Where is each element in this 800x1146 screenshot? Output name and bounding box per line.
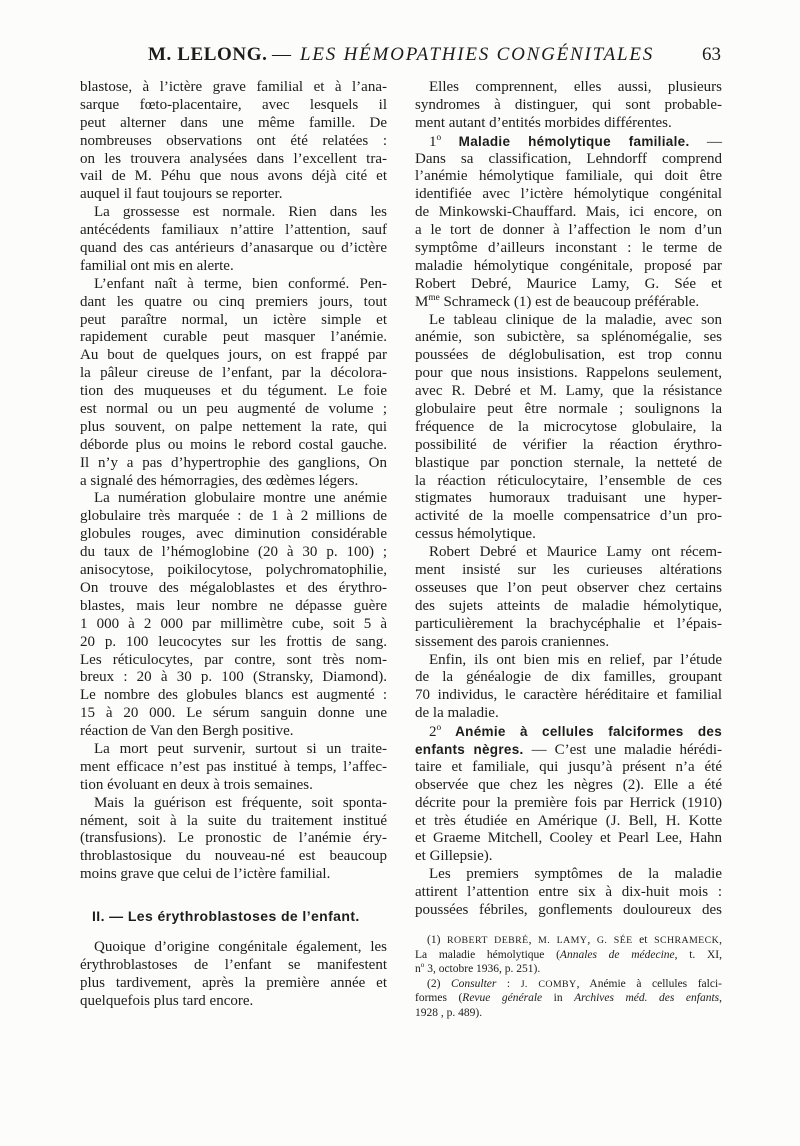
running-head-separator: —: [272, 44, 291, 65]
text-line: l’anémie hémolytique familiale, qui doit être: [415, 168, 722, 185]
text-run: , Anémie à cellules falci-: [576, 977, 722, 990]
superscript: o: [420, 961, 425, 970]
paragraph: [80, 490, 387, 740]
text-run: [441, 724, 455, 740]
paragraph: [415, 866, 722, 920]
text-line: Les réticulocytes, par contre, sont très nom-: [80, 651, 387, 668]
text-line: sarque fœto-placentaire, avec lesquels il: [80, 96, 387, 113]
small-caps-name: J. COMBY: [520, 978, 577, 990]
text-line: la pâleur cireuse de l’enfant, par la décolora-: [80, 365, 387, 382]
text-line: globulaire très marquée : de 1 à 2 millions de: [80, 508, 387, 525]
text-line: [415, 948, 722, 963]
text-line: 20 p. 100 leucocytes sur les frottis de sang.: [80, 633, 387, 650]
text-line: de Minkowski-Chauffard. Mais, ici encore, on: [415, 204, 722, 221]
text-line: tion évoluant en deux à trois semaines.: [80, 776, 313, 793]
text-run: , t. XI,: [674, 948, 722, 961]
text-line: Mais la guérison est fréquente, soit sponta-: [94, 794, 387, 811]
text-line: a le tort de donner à l’affection le nom d’un: [415, 222, 722, 239]
text-line: on les trouvera analysées dans l’excellent tra-: [80, 150, 387, 167]
paragraph: [80, 79, 387, 204]
text-line: Les premiers symptômes de la maladie: [429, 866, 722, 883]
text-line: Elles comprennent, elles aussi, plusieurs: [429, 79, 722, 95]
text-line: observée que chez les nègres (2). Elle a été: [415, 776, 722, 793]
paragraph: [415, 79, 722, 133]
text-line: [415, 741, 722, 759]
paragraph: [415, 133, 722, 312]
text-line: Robert Debré et Maurice Lamy ont récem-: [429, 544, 722, 561]
text-line: anisocytose, poikilocytose, polychromatophilie,: [80, 562, 387, 579]
text-line: peut paraître normal, un ictère simple et: [80, 311, 387, 328]
text-line: décrite pour la première fois par Herrick (1910): [415, 794, 722, 811]
small-caps-name: M. LAMY: [538, 935, 588, 946]
text-line: ment autant d’entités morbides différentes.: [415, 114, 672, 131]
small-caps-name: G. SÉE: [596, 935, 633, 946]
paragraph: [80, 204, 387, 276]
text-line: antécédents familiaux n’attire l’attention, sauf: [80, 222, 387, 239]
text-line: [415, 962, 722, 977]
text-run: M: [415, 293, 429, 310]
paragraph: [80, 741, 387, 795]
text-line: la réaction réticulocytaire, l’ensemble de ces: [415, 472, 722, 489]
text-run: 3, octobre 1936, p. 251).: [424, 963, 541, 976]
text-line: syndromes à distinguer, qui sont probable-: [415, 96, 722, 113]
text-line: Robert Debré, Maurice Lamy, G. Sée et: [415, 275, 722, 292]
text-run: Schrameck (1) est de beaucoup préférable.: [439, 293, 700, 310]
text-run: —: [689, 133, 723, 150]
left-column-continued: [80, 939, 387, 1011]
text-line: breux : 20 à 30 p. 100 (Stransky, Diamond).: [80, 669, 387, 686]
text-line: [415, 933, 722, 948]
text-line: throblastosique du nouveau-né est beaucoup: [80, 848, 387, 865]
text-run: n: [415, 963, 421, 976]
text-line: nombreuses observations ont été relatées :: [80, 132, 387, 149]
text-line: On trouve des mégaloblastes et des érythro-: [80, 579, 387, 596]
text-run: (1): [427, 934, 448, 946]
italic-text: Archives méd. des enfants: [574, 992, 720, 1005]
text-line: quelquefois plus tard encore.: [80, 992, 254, 1009]
text-line: (transfusions). Le pronostic de l’anémie éry-: [80, 830, 387, 847]
superscript: me: [428, 292, 440, 303]
text-line: osseuses que l’on peut observer chez certains: [415, 579, 722, 596]
footnote: [415, 977, 722, 1021]
text-run: — C’est une maladie hérédi-: [523, 741, 722, 758]
text-run: La maladie hémolytique (: [415, 948, 560, 961]
text-line: blastose, à l’ictère grave familial et à l’ana-: [80, 79, 387, 95]
text-line: [415, 723, 722, 741]
text-line: peut alterner dans une même famille. De: [80, 114, 387, 131]
text-run: :: [496, 977, 521, 990]
text-line: La numération globulaire montre une anémie: [94, 490, 387, 507]
small-caps-name: ROBERT DEBRÉ: [447, 935, 529, 946]
text-line: stigmates humoraux traduisant une hyper-: [415, 490, 722, 507]
text-line: 70 individus, le caractère héréditaire et familial: [415, 687, 722, 704]
superscript: o: [436, 132, 442, 143]
small-caps-name: SCHRAMECK: [654, 935, 720, 946]
text-run: 2: [429, 724, 437, 741]
text-line: L’enfant naît à terme, bien conformé. Pen-: [94, 275, 387, 292]
text-line: Le tableau clinique de la maladie, avec son: [429, 311, 722, 328]
text-line: tion des muqueuses et du tégument. Le foie: [80, 383, 387, 400]
text-line: fréquence de la microcytose globulaire, la: [415, 418, 722, 435]
text-line: [415, 133, 722, 151]
text-line: et Gillepsie).: [415, 848, 493, 865]
text-line: et Graeme Mitchell, Cooley et Pearl Lee, Hahn: [415, 830, 722, 847]
text-line: blastes, mais leur nombre ne dépasse guère: [80, 597, 387, 614]
text-line: sissement des parois craniennes.: [415, 633, 610, 650]
text-line: anémie, son subictère, sa splénomégalie, ses: [415, 329, 722, 346]
text-line: ment insisté sur les curieuses altérations: [415, 562, 722, 579]
subsection-heading: enfants nègres.: [415, 741, 524, 757]
text-line: attirent l’attention entre six à dix-huit mois :: [415, 884, 722, 901]
text-line: de la généalogie de dix familles, groupant: [415, 669, 722, 686]
text-line: identifiée avec l’ictère hémolytique congénital: [415, 186, 722, 203]
text-line: symptôme d’ailleurs inconstant : le terme de: [415, 240, 722, 257]
text-run: ,: [528, 934, 539, 946]
text-line: [415, 977, 722, 992]
text-line: activité de la moelle compensatrice d’un pro-: [415, 508, 722, 525]
italic-text: Annales de médecine: [559, 948, 675, 961]
text-line: La mort peut survenir, surtout si un traite-: [94, 740, 387, 757]
text-run: formes (: [415, 992, 463, 1005]
text-line: Il n’y a pas d’hypertrophie des ganglions, On: [80, 454, 387, 471]
text-line: plus souvent, on palpe nettement la rate, qui: [80, 418, 387, 435]
running-head: [0, 43, 800, 67]
text-run: (2): [427, 977, 451, 990]
text-run: 1: [429, 133, 437, 150]
text-line: La grossesse est normale. Rien dans les: [94, 204, 387, 221]
text-line: poussées fébriles, gonflements douloureux des: [415, 901, 722, 918]
text-line: pour que nous insistions. Rappelons seulement,: [415, 365, 722, 382]
text-line: du taux de l’hémoglobine (20 à 30 p. 100) ;: [80, 544, 387, 561]
right-column: [415, 79, 722, 920]
text-line: taire et familiale, qui jusqu’à présent n’a été: [415, 758, 722, 775]
text-run: ,: [587, 934, 597, 946]
text-line: est normal ou un peu augmenté de volume ;: [80, 401, 387, 418]
text-line: possibilité de vérifier la réaction érythro-: [415, 436, 722, 453]
text-line: des sujets atteints de maladie hémolytique,: [415, 597, 722, 614]
left-column: [80, 79, 387, 884]
text-line: particulièrement la brachycéphalie et l’épais-: [415, 615, 722, 632]
text-line: blastique par ponction sternale, la netteté de: [415, 454, 722, 471]
text-line: 15 à 20 000. Le sérum sanguin donne une: [80, 705, 387, 722]
text-line: déborde plus ou moins le rebord costal gauche.: [80, 436, 387, 453]
page-number: 63: [702, 44, 721, 65]
text-line: [415, 294, 722, 312]
text-run: [441, 134, 459, 150]
section-heading: II. — Les érythroblastoses de l’enfant.: [92, 908, 360, 924]
text-line: cessus hémolytique.: [415, 526, 536, 543]
running-head-author: M. LELONG.: [148, 44, 268, 65]
text-line: Dans sa classification, Lehndorff comprend: [415, 150, 722, 167]
paragraph: [415, 312, 722, 545]
paragraph: [80, 276, 387, 491]
running-head-title: LES HÉMOPATHIES CONGÉNITALES: [300, 44, 655, 65]
text-line: de la maladie.: [415, 705, 499, 722]
text-line: globulaire peut être normale ; soulignons la: [415, 401, 722, 418]
text-line: maladie hémolytique congénitale, proposé par: [415, 257, 722, 274]
text-line: familial ont mis en alerte.: [80, 257, 234, 274]
subsection-heading: Maladie hémolytique familiale.: [458, 133, 690, 149]
text-line: rapidement curable peut masquer l’anémie.: [80, 329, 387, 346]
paragraph: [415, 652, 722, 724]
footnotes: [415, 933, 722, 1021]
text-run: ,: [719, 992, 723, 1005]
text-line: réaction de Van den Bergh positive.: [80, 723, 294, 740]
italic-text: Consulter: [450, 977, 497, 990]
paragraph: [80, 939, 387, 1011]
paragraph: [415, 723, 722, 866]
text-line: ment efficace n’est pas institué à temps, l’affec-: [80, 758, 387, 775]
superscript: o: [436, 723, 442, 734]
text-run: et: [632, 934, 655, 946]
text-run: ,: [719, 934, 722, 946]
text-line: auquel il faut toujours se reporter.: [80, 186, 283, 203]
text-line: vail de M. Péhu que nous avons déjà cité et: [80, 168, 387, 185]
text-line: 1928 , p. 489).: [415, 1006, 483, 1019]
text-line: Au bout de quelques jours, on est frappé par: [80, 347, 387, 364]
text-line: a signalé des hémorragies, des œdèmes légers.: [80, 472, 359, 489]
paragraph: [415, 544, 722, 651]
text-line: plus tardivement, après la première année et: [80, 974, 387, 991]
text-line: et très étudiée en Amérique (J. Bell, H. Kotte: [415, 812, 722, 829]
italic-text: Revue générale: [462, 992, 543, 1005]
text-run: in: [542, 992, 575, 1005]
paragraph: [80, 795, 387, 884]
text-line: érythroblastoses de l’enfant se manifestent: [80, 956, 387, 973]
text-line: moins grave que celui de l’ictère familial.: [80, 866, 331, 883]
text-line: 1 000 à 2 000 par millimètre cube, soit 5 à: [80, 615, 387, 632]
text-line: dant les quatre ou cinq premiers jours, tout: [80, 293, 387, 310]
text-line: nément, soit à la suite du traitement institué: [80, 812, 387, 829]
footnote: [415, 933, 722, 977]
text-line: Enfin, ils ont bien mis en relief, par l’étude: [429, 651, 722, 668]
text-line: quand des cas antérieurs d’anasarque ou d’ictère: [80, 240, 387, 257]
text-line: globules rouges, avec diminution considérable: [80, 526, 387, 543]
text-line: poussées de déglobulisation, est trop connu: [415, 347, 722, 364]
text-line: Le nombre des globules blancs est augmenté :: [80, 687, 387, 704]
text-line: Quoique d’origine congénitale également, les: [94, 939, 387, 955]
subsection-heading: Anémie à cellules falciformes des: [455, 724, 722, 740]
text-line: [415, 991, 722, 1006]
text-line: avec R. Debré et M. Lamy, que la résistance: [415, 383, 722, 400]
